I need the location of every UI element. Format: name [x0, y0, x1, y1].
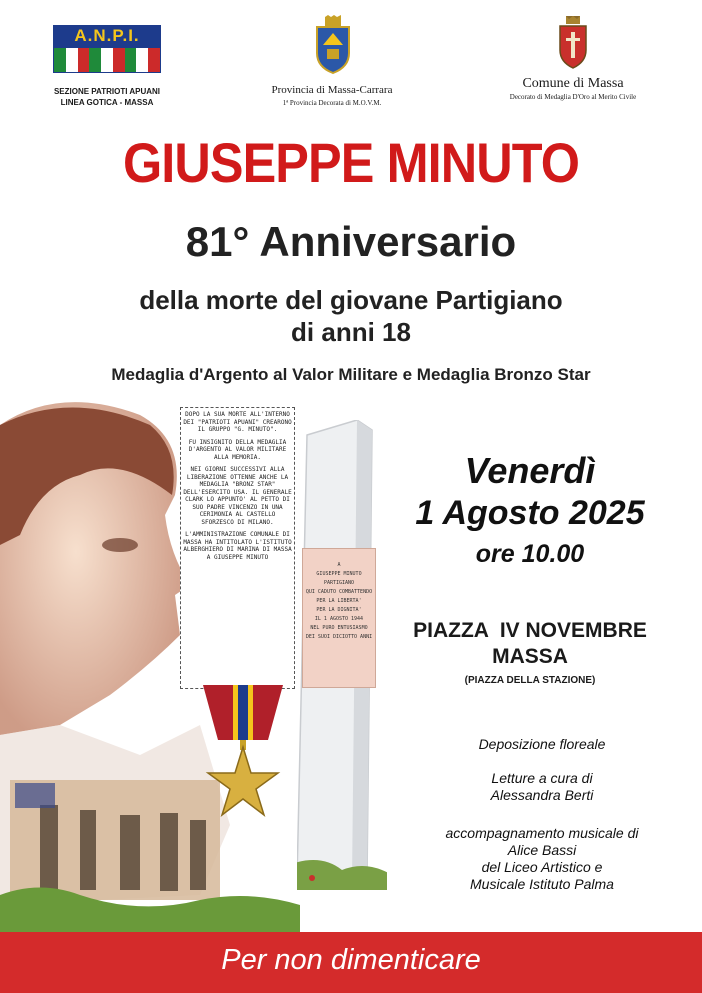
biography-panel — [180, 407, 295, 689]
subtitle — [0, 284, 702, 348]
program-item-3-line2: Alice Bassi — [507, 842, 577, 858]
program-item-1: Deposizione floreale — [478, 736, 606, 752]
program-item-3-line1: accompagnamento musicale di — [445, 825, 639, 841]
anniversary-heading: 81° Anniversario — [185, 218, 517, 265]
program-item-3 — [392, 825, 692, 893]
bio-paragraph-1: DOPO LA SUA MORTE ALL'INTERNO DEI "PATRIOTI APUANI" CREARONO IL GRUPPO "G. MINUTO". — [183, 411, 292, 433]
subtitle-line2: di anni 18 — [291, 317, 411, 347]
anpi-flag-stripes — [53, 47, 161, 73]
program-item-2-line1: Letture a cura di — [491, 770, 593, 786]
event-date: 1 Agosto 2025 — [415, 494, 645, 532]
event-place-line2: MASSA — [492, 645, 568, 668]
plaque-line-5: PER LA LIBERTA' — [316, 598, 362, 604]
plaque-line-7: IL 1 AGOSTO 1944 — [314, 616, 364, 622]
program-item-2 — [392, 770, 692, 804]
plaque-line-8: NEL PURO ENTUSIASMO — [310, 625, 368, 631]
bronze-star-medal-icon — [198, 685, 288, 825]
program-item-2-line2: Alessandra Berti — [490, 787, 594, 803]
comune-crest-icon — [558, 16, 588, 70]
event-place-note: (PIAZZA DELLA STAZIONE) — [464, 675, 596, 686]
provincia-note: 1ª Provincia Decorata di M.O.V.M. — [282, 99, 382, 107]
program-item-3-line3: del Liceo Artistico e — [481, 859, 603, 875]
bio-paragraph-3: NEI GIORNI SUCCESSIVI ALLA LIBERAZIONE OTTENNE ANCHE LA MEDAGLIA "BRONZ STAR" DELL'ESERCITO USA. IL GENERALE CLARK LO APPUNTO' AL PETTO DI SUO PADRE VINCENZO IN UNA CERIMONIA AL CASTELLO SFORZESCO DI MILANO. — [183, 466, 292, 526]
anpi-logo-text: A.N.P.I. — [53, 25, 161, 47]
memorial-plaque — [302, 548, 376, 688]
program-item-3-line4: Musicale Istituto Palma — [470, 876, 614, 892]
event-place-line1: PIAZZA IV NOVEMBRE — [413, 619, 647, 642]
provincia-crest-icon — [313, 15, 353, 77]
photo-flag — [15, 783, 55, 808]
event-time: ore 10.00 — [475, 540, 585, 568]
subtitle-line1: della morte del giovane Partigiano — [139, 285, 563, 315]
bio-paragraph-2: FU INSIGNITO DELLA MEDAGLIA D'ARGENTO AL VALOR MILITARE ALLA MEMORIA. — [188, 438, 287, 461]
medals-line: Medaglia d'Argento al Valor Militare e Medaglia Bronzo Star — [111, 365, 591, 384]
plaque-line-6: PER LA DIGNITA' — [316, 607, 362, 613]
anpi-subtitle-line2: LINEA GOTICA - MASSA — [60, 98, 154, 107]
anpi-subtitle-line1: SEZIONE PATRIOTI APUANI — [53, 87, 161, 96]
plaque-line-4: QUI CADUTO COMBATTENDO — [305, 589, 373, 595]
event-day: Venerdì — [464, 450, 596, 491]
provincia-label — [232, 84, 432, 110]
plaque-line-1: A — [337, 562, 341, 568]
provincia-name: Provincia di Massa-Carrara — [271, 84, 393, 96]
anpi-logo — [53, 25, 161, 75]
footer-slogan: Per non dimenticare — [221, 944, 481, 976]
plaque-line-2: GIUSEPPE MINUTO — [316, 571, 362, 577]
plaque-line-3: PARTIGIANO — [323, 580, 355, 586]
eye-shape — [102, 538, 138, 552]
comune-label — [498, 76, 648, 102]
event-place — [390, 618, 670, 670]
comune-name: Comune di Massa — [522, 76, 624, 91]
bio-paragraph-4: L'AMMINISTRAZIONE COMUNALE DI MASSA HA INTITOLATO L'ISTITUTO ALBERGHIERO DI MARINA DI MASSA A GIUSEPPE MINUTO — [183, 531, 292, 561]
comune-note: Decorato di Medaglia D'Oro al Merito Civile — [509, 93, 637, 101]
anpi-subtitle — [45, 86, 169, 108]
plaque-line-9: DEI SUOI DICIOTTO ANNI — [305, 634, 373, 640]
page-title: GIUSEPPE MINUTO — [122, 131, 580, 194]
